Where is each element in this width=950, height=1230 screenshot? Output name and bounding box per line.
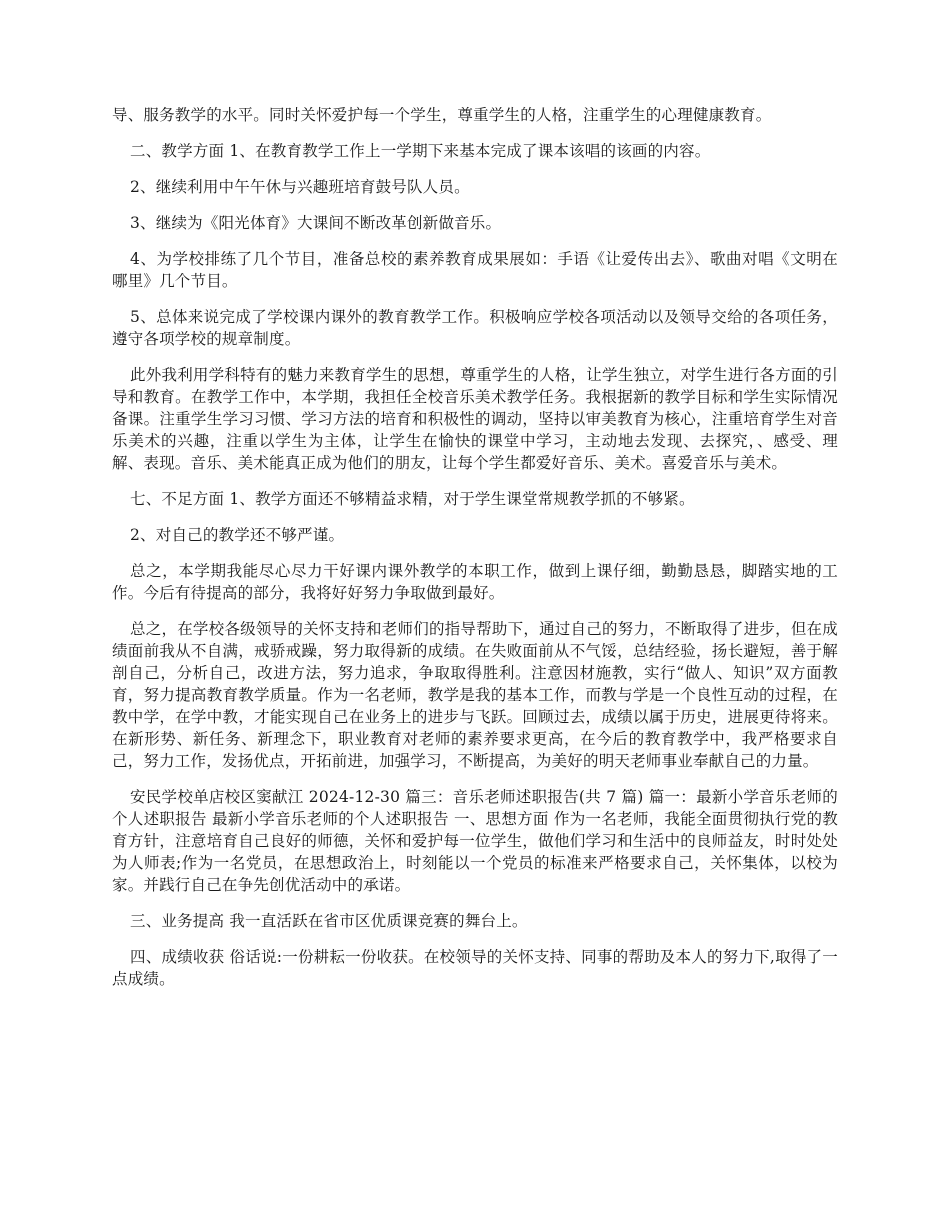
paragraph-12: 安民学校单店校区窦献江 2024-12-30 篇三：音乐老师述职报告(共 7 篇) 篇一：最新小学音乐老师的个人述职报告 最新小学音乐老师的个人述职报告 一、思想方面 作为一名老师，我能全面贯彻执行党的教育方针，注意培育自己良好的师德，关怀和爱护每一位学生，做他们学习和生活中的良师益友，时时处处为人师表;作为一名党员，在思想政治上，时刻能以一个党员的标准来严格要求自己，关怀集体，以校为家。并践行自己在争先创优活动中的承诺。 (112, 788, 838, 894)
paragraph-14: 四、成绩收获 俗话说:一份耕耘一份收获。在校领导的关怀支持、同事的帮助及本人的努力下,取得了一点成绩。 (112, 948, 838, 988)
paragraph-10: 总之，本学期我能尽心尽力干好课内课外教学的本职工作，做到上课仔细，勤勤恳恳，脚踏实地的工作。今后有待提高的部分，我将好好努力争取做到最好。 (112, 562, 838, 602)
paragraph-7: 此外我利用学科特有的魅力来教育学生的思想，尊重学生的人格，让学生独立，对学生进行各方面的引导和教育。在教学工作中，本学期，我担任全校音乐美术教学任务。我根据新的教学目标和学生实际情况备课。注重学生学习习惯、学习方法的培育和积极性的调动，坚持以审美教育为核心，注重培育学生对音乐美术的兴趣，注重以学生为主体，让学生在愉快的课堂中学习，主动地去发现、去探究，、感受、理解、表现。音乐、美术能真正成为他们的朋友，让每个学生都爱好音乐、美术。喜爱音乐与美术。 (112, 366, 838, 472)
paragraph-5: 4、为学校排练了几个节目，准备总校的素养教育成果展如：手语《让爱传出去》、歌曲对唱《文明在哪里》几个节目。 (112, 250, 838, 290)
paragraph-4: 3、继续为《阳光体育》大课间不断改革创新做音乐。 (130, 214, 502, 232)
paragraph-2: 二、教学方面 1、在教育教学工作上一学期下来基本完成了课本该唱的该画的内容。 (130, 142, 711, 160)
paragraph-3: 2、继续利用中午午休与兴趣班培育鼓号队人员。 (130, 178, 470, 196)
paragraph-6: 5、总体来说完成了学校课内课外的教育教学工作。积极响应学校各项活动以及领导交给的各项任务，遵守各项学校的规章制度。 (112, 308, 838, 348)
paragraph-1: 导、服务教学的水平。同时关怀爱护每一个学生，尊重学生的人格，注重学生的心理健康教育。 (112, 106, 772, 124)
paragraph-8: 七、不足方面 1、教学方面还不够精益求精，对于学生课堂常规教学抓的不够紧。 (130, 490, 695, 508)
paragraph-11: 总之，在学校各级领导的关怀支持和老师们的指导帮助下，通过自己的努力，不断取得了进步，但在成绩面前我从不自满，戒骄戒躁，努力取得新的成绩。在失败面前从不气馁，总结经验，扬长避短，善于解剖自己，分析自己，改进方法，努力追求，争取取得胜利。注意因材施教，实行“做人、知识”双方面教育，努力提高教育教学质量。作为一名老师，教学是我的基本工作，而教与学是一个良性互动的过程，在教中学，在学中教，才能实现自己在业务上的进步与飞跃。回顾过去，成绩以属于历史，进展更待将来。在新形势、新任务、新理念下，职业教育对老师的素养要求更高，在今后的教育教学中，我严格要求自己，努力工作，发扬优点，开拓前进，加强学习，不断提高，为美好的明天老师事业奉献自己的力量。 (112, 620, 838, 770)
paragraph-13: 三、业务提高 我一直活跃在省市区优质课竞赛的舞台上。 (130, 912, 528, 930)
document-page (112, 104, 838, 1004)
paragraph-9: 2、对自己的教学还不够严谨。 (130, 526, 345, 544)
